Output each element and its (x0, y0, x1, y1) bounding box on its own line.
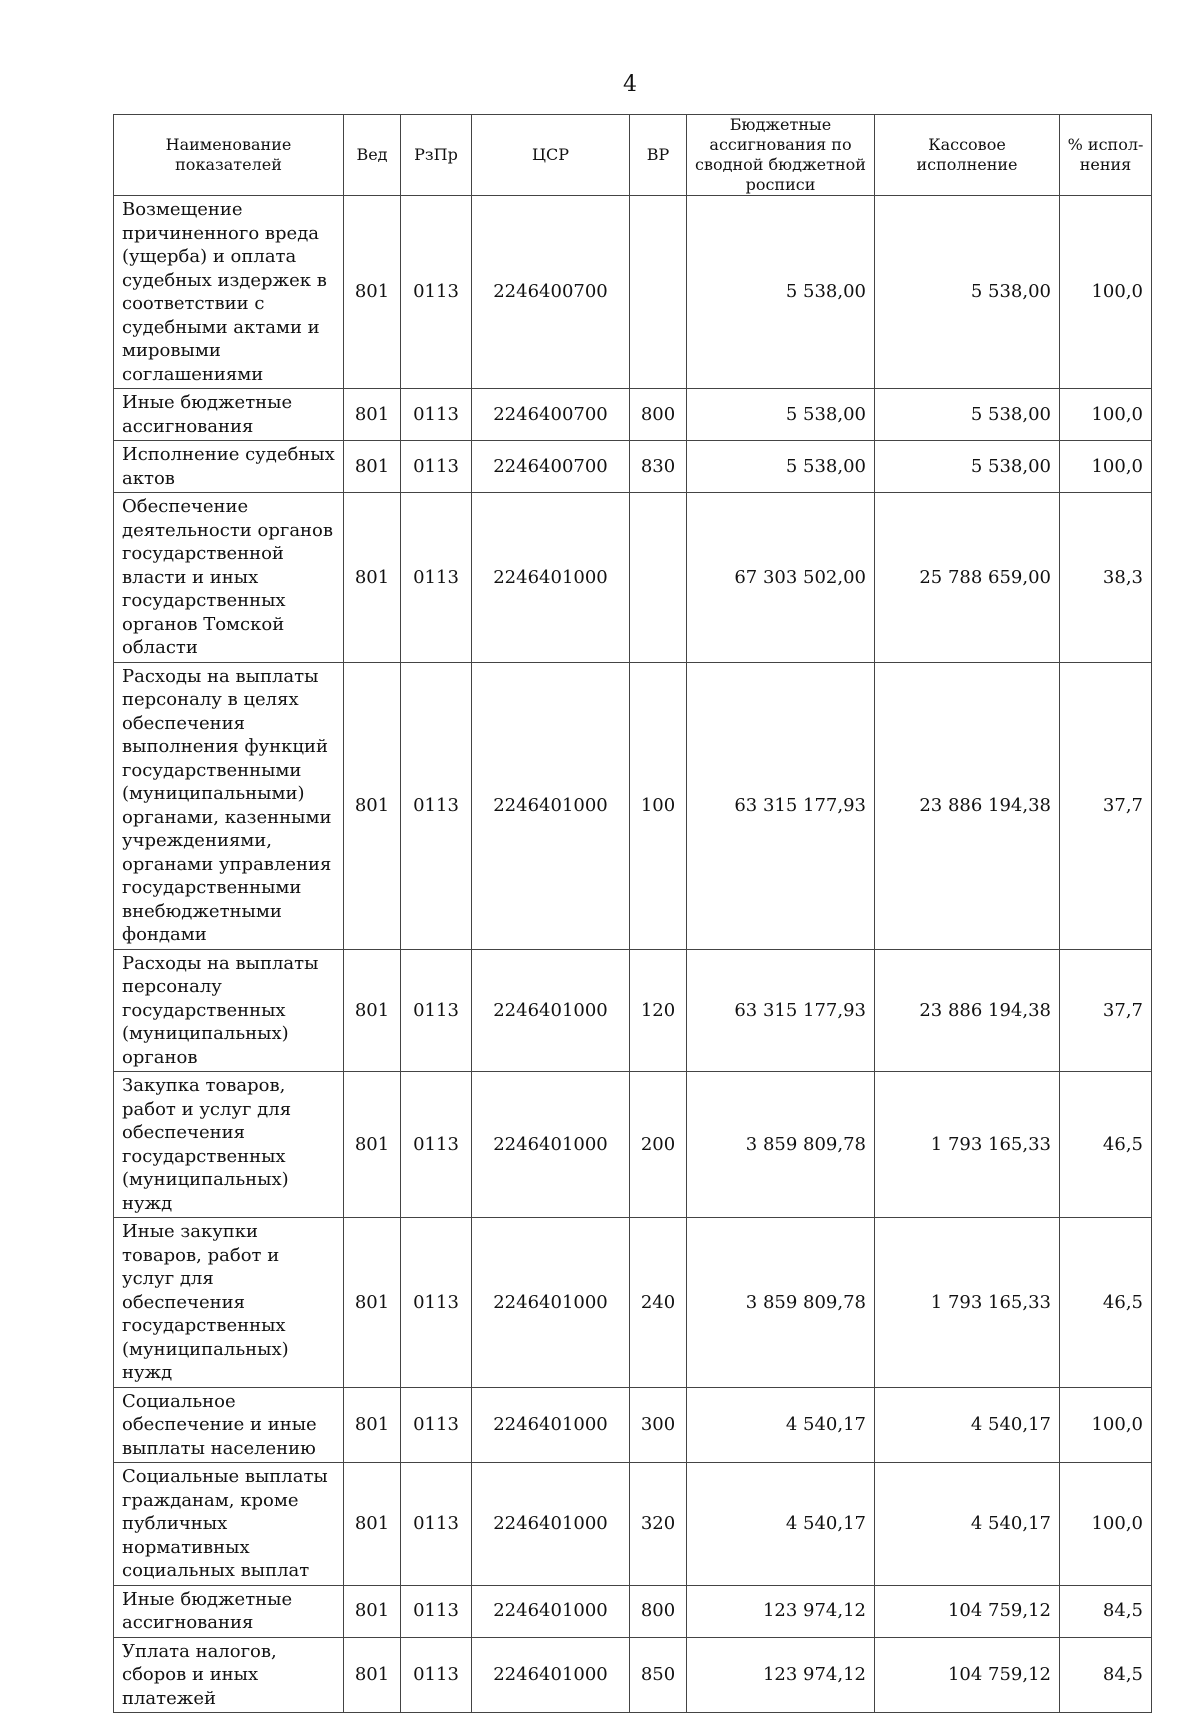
cell-name: Уплата налогов, сборов и иных платежей (114, 1637, 344, 1713)
cell-vr: 120 (630, 949, 687, 1072)
cell-cash: 1 793 165,33 (875, 1218, 1060, 1388)
cell-budget: 67 303 502,00 (687, 493, 875, 663)
table-row (114, 949, 1152, 1072)
cell-percent: 37,7 (1060, 949, 1152, 1072)
cell-vr: 850 (630, 1637, 687, 1713)
cell-cash: 5 538,00 (875, 389, 1060, 441)
cell-csr: 2246400700 (472, 441, 630, 493)
header-cash: Кассовое исполнение (875, 115, 1060, 196)
cell-budget: 3 859 809,78 (687, 1218, 875, 1388)
cell-vr: 800 (630, 1585, 687, 1637)
cell-percent: 84,5 (1060, 1637, 1152, 1713)
cell-rzpr: 0113 (401, 389, 472, 441)
table-body (114, 196, 1152, 1713)
cell-cash: 25 788 659,00 (875, 493, 1060, 663)
cell-budget: 3 859 809,78 (687, 1072, 875, 1218)
cell-ved: 801 (344, 1463, 401, 1586)
table-header-row (114, 115, 1152, 196)
cell-csr: 2246401000 (472, 1585, 630, 1637)
header-percent: % испол-нения (1060, 115, 1152, 196)
table-row (114, 1072, 1152, 1218)
cell-percent: 100,0 (1060, 389, 1152, 441)
cell-csr: 2246401000 (472, 662, 630, 949)
cell-csr: 2246401000 (472, 1218, 630, 1388)
cell-rzpr: 0113 (401, 1585, 472, 1637)
table-row (114, 441, 1152, 493)
cell-budget: 63 315 177,93 (687, 949, 875, 1072)
cell-cash: 5 538,00 (875, 196, 1060, 389)
cell-cash: 23 886 194,38 (875, 949, 1060, 1072)
cell-cash: 4 540,17 (875, 1463, 1060, 1586)
page-number: 4 (623, 72, 637, 97)
cell-ved: 801 (344, 1387, 401, 1463)
cell-ved: 801 (344, 949, 401, 1072)
cell-ved: 801 (344, 441, 401, 493)
cell-csr: 2246401000 (472, 949, 630, 1072)
table-row (114, 1637, 1152, 1713)
cell-csr: 2246401000 (472, 1637, 630, 1713)
cell-percent: 84,5 (1060, 1585, 1152, 1637)
cell-vr (630, 196, 687, 389)
cell-ved: 801 (344, 196, 401, 389)
cell-vr (630, 493, 687, 663)
cell-percent: 100,0 (1060, 1463, 1152, 1586)
cell-name: Иные бюджетные ассигнования (114, 1585, 344, 1637)
cell-vr: 100 (630, 662, 687, 949)
table-row (114, 1463, 1152, 1586)
cell-budget: 4 540,17 (687, 1463, 875, 1586)
cell-csr: 2246401000 (472, 1387, 630, 1463)
header-vr: ВР (630, 115, 687, 196)
table-row (114, 1387, 1152, 1463)
cell-rzpr: 0113 (401, 949, 472, 1072)
cell-rzpr: 0113 (401, 1218, 472, 1388)
cell-percent: 46,5 (1060, 1218, 1152, 1388)
table-row (114, 662, 1152, 949)
cell-percent: 100,0 (1060, 1387, 1152, 1463)
cell-budget: 5 538,00 (687, 196, 875, 389)
cell-name: Закупка товаров, работ и услуг для обеспечения государственных (муниципальных) нужд (114, 1072, 344, 1218)
cell-vr: 800 (630, 389, 687, 441)
cell-ved: 801 (344, 389, 401, 441)
cell-csr: 2246401000 (472, 1072, 630, 1218)
cell-name: Обеспечение деятельности органов государственной власти и иных государственных органов Томской области (114, 493, 344, 663)
cell-cash: 1 793 165,33 (875, 1072, 1060, 1218)
cell-rzpr: 0113 (401, 1463, 472, 1586)
cell-percent: 100,0 (1060, 196, 1152, 389)
cell-rzpr: 0113 (401, 1637, 472, 1713)
cell-rzpr: 0113 (401, 662, 472, 949)
cell-vr: 830 (630, 441, 687, 493)
cell-cash: 23 886 194,38 (875, 662, 1060, 949)
cell-csr: 2246400700 (472, 389, 630, 441)
cell-budget: 123 974,12 (687, 1637, 875, 1713)
header-name: Наименование показателей (114, 115, 344, 196)
cell-ved: 801 (344, 1585, 401, 1637)
cell-rzpr: 0113 (401, 1072, 472, 1218)
header-rzpr: РзПр (401, 115, 472, 196)
cell-name: Социальное обеспечение и иные выплаты населению (114, 1387, 344, 1463)
cell-rzpr: 0113 (401, 493, 472, 663)
cell-rzpr: 0113 (401, 1387, 472, 1463)
cell-name: Иные закупки товаров, работ и услуг для обеспечения государственных (муниципальных) нужд (114, 1218, 344, 1388)
cell-name: Исполнение судебных актов (114, 441, 344, 493)
cell-name: Иные бюджетные ассигнования (114, 389, 344, 441)
cell-rzpr: 0113 (401, 441, 472, 493)
cell-ved: 801 (344, 662, 401, 949)
cell-budget: 5 538,00 (687, 389, 875, 441)
cell-vr: 240 (630, 1218, 687, 1388)
cell-vr: 200 (630, 1072, 687, 1218)
cell-percent: 38,3 (1060, 493, 1152, 663)
table-row (114, 196, 1152, 389)
budget-execution-table (113, 114, 1152, 1713)
cell-ved: 801 (344, 1218, 401, 1388)
cell-csr: 2246401000 (472, 493, 630, 663)
header-csr: ЦСР (472, 115, 630, 196)
cell-percent: 46,5 (1060, 1072, 1152, 1218)
cell-name: Возмещение причиненного вреда (ущерба) и оплата судебных издержек в соответствии с судебными актами и мировыми соглашениями (114, 196, 344, 389)
header-budget: Бюджетные ассигнования по сводной бюджетной росписи (687, 115, 875, 196)
cell-csr: 2246400700 (472, 196, 630, 389)
cell-cash: 4 540,17 (875, 1387, 1060, 1463)
cell-ved: 801 (344, 493, 401, 663)
cell-vr: 300 (630, 1387, 687, 1463)
cell-rzpr: 0113 (401, 196, 472, 389)
cell-vr: 320 (630, 1463, 687, 1586)
cell-name: Расходы на выплаты персоналу в целях обеспечения выполнения функций государственными (муниципальными) органами, казенными учреждениями, органами управления государственными внебюджетными фондами (114, 662, 344, 949)
cell-name: Социальные выплаты гражданам, кроме публичных нормативных социальных выплат (114, 1463, 344, 1586)
cell-percent: 37,7 (1060, 662, 1152, 949)
cell-cash: 104 759,12 (875, 1637, 1060, 1713)
table-row (114, 493, 1152, 663)
table-row (114, 1218, 1152, 1388)
header-ved: Вед (344, 115, 401, 196)
cell-cash: 104 759,12 (875, 1585, 1060, 1637)
cell-percent: 100,0 (1060, 441, 1152, 493)
cell-name: Расходы на выплаты персоналу государственных (муниципальных) органов (114, 949, 344, 1072)
cell-cash: 5 538,00 (875, 441, 1060, 493)
table-row (114, 1585, 1152, 1637)
cell-budget: 5 538,00 (687, 441, 875, 493)
cell-csr: 2246401000 (472, 1463, 630, 1586)
cell-ved: 801 (344, 1072, 401, 1218)
table-row (114, 389, 1152, 441)
cell-ved: 801 (344, 1637, 401, 1713)
cell-budget: 63 315 177,93 (687, 662, 875, 949)
cell-budget: 4 540,17 (687, 1387, 875, 1463)
cell-budget: 123 974,12 (687, 1585, 875, 1637)
